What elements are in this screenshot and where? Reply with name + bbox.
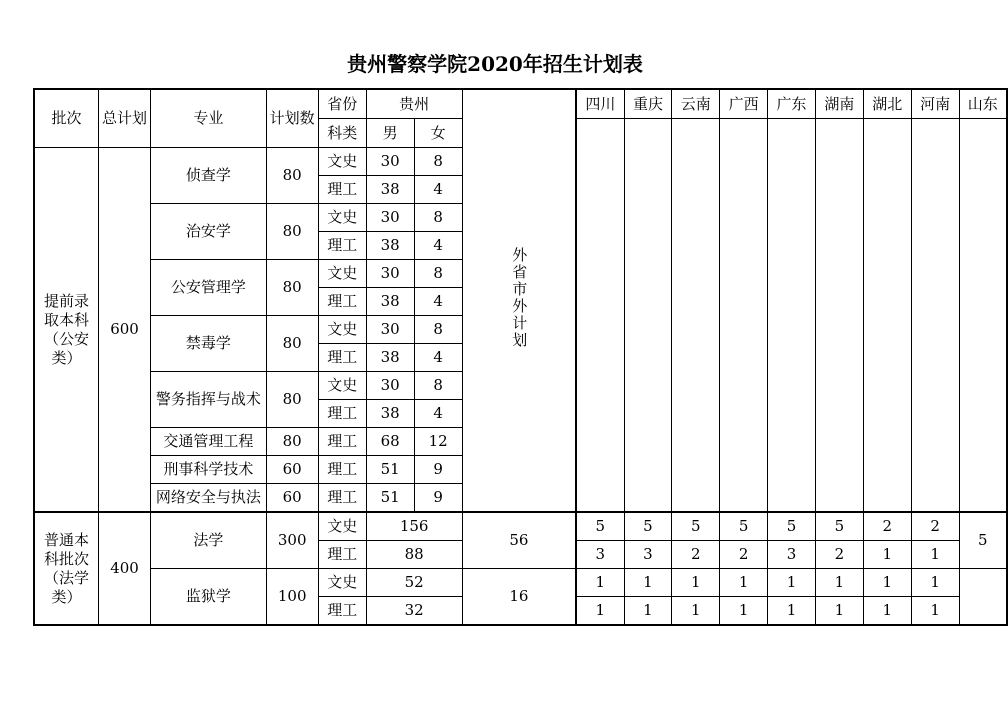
major-plan: 80	[266, 148, 318, 204]
male-count: 30	[366, 372, 414, 400]
category-cell: 理工	[318, 232, 366, 260]
province-empty-cell	[911, 119, 959, 513]
province-count: 1	[863, 569, 911, 597]
province-count: 1	[863, 597, 911, 626]
province-count: 5	[768, 512, 816, 541]
header-province-name: 广西	[720, 89, 768, 119]
province-count: 5	[672, 512, 720, 541]
province-count: 3	[576, 541, 624, 569]
enrollment-plan-table	[33, 88, 1008, 626]
province-empty-cell	[576, 119, 624, 513]
major-plan: 60	[266, 484, 318, 513]
male-count: 38	[366, 176, 414, 204]
province-count: 5	[624, 512, 672, 541]
category-cell: 文史	[318, 260, 366, 288]
header-batch: 批次	[34, 89, 98, 148]
guizhou-count: 88	[366, 541, 462, 569]
major-name: 监狱学	[151, 569, 266, 626]
guizhou-count: 156	[366, 512, 462, 541]
category-cell: 理工	[318, 456, 366, 484]
province-count: 1	[911, 597, 959, 626]
major-plan: 80	[266, 428, 318, 456]
female-count: 4	[414, 232, 462, 260]
province-count: 5	[815, 512, 863, 541]
female-count: 9	[414, 456, 462, 484]
category-cell: 理工	[318, 597, 366, 626]
major-plan: 100	[266, 569, 318, 626]
major-plan: 60	[266, 456, 318, 484]
batch2-name	[34, 512, 98, 625]
header-province-name: 河南	[911, 89, 959, 119]
header-male: 男	[366, 119, 414, 148]
header-guizhou: 贵州	[366, 89, 462, 119]
province-count: 1	[863, 541, 911, 569]
header-province-name: 山东	[959, 89, 1007, 119]
shandong-count	[959, 569, 1007, 626]
header-province: 省份	[318, 89, 366, 119]
male-count: 38	[366, 288, 414, 316]
male-count: 30	[366, 148, 414, 176]
major-plan: 80	[266, 316, 318, 372]
province-empty-cell	[672, 119, 720, 513]
province-count: 1	[768, 569, 816, 597]
province-count: 2	[911, 512, 959, 541]
female-count: 8	[414, 316, 462, 344]
header-plan: 计划数	[266, 89, 318, 148]
male-count: 68	[366, 428, 414, 456]
major-name: 法学	[151, 512, 266, 569]
province-count: 1	[624, 597, 672, 626]
female-count: 8	[414, 372, 462, 400]
category-cell: 理工	[318, 176, 366, 204]
province-count: 2	[815, 541, 863, 569]
male-count: 30	[366, 204, 414, 232]
table-row	[34, 512, 1007, 541]
major-plan: 300	[266, 512, 318, 569]
male-count: 51	[366, 456, 414, 484]
province-count: 1	[911, 569, 959, 597]
province-count: 1	[815, 597, 863, 626]
province-count: 2	[672, 541, 720, 569]
female-count: 4	[414, 400, 462, 428]
guizhou-count: 32	[366, 597, 462, 626]
major-name: 治安学	[151, 204, 266, 260]
province-empty-cell	[863, 119, 911, 513]
province-count: 1	[624, 569, 672, 597]
category-cell: 文史	[318, 204, 366, 232]
category-cell: 理工	[318, 344, 366, 372]
province-count: 1	[815, 569, 863, 597]
outside-plan-label	[462, 89, 576, 512]
category-cell: 理工	[318, 541, 366, 569]
major-name: 禁毒学	[151, 316, 266, 372]
header-province-name: 湖南	[815, 89, 863, 119]
major-name: 刑事科学技术	[151, 456, 266, 484]
category-cell: 文史	[318, 512, 366, 541]
batch2-total: 400	[98, 512, 150, 625]
outside-plan-count: 16	[462, 569, 576, 626]
category-cell: 理工	[318, 428, 366, 456]
male-count: 51	[366, 484, 414, 513]
category-cell: 文史	[318, 148, 366, 176]
male-count: 38	[366, 232, 414, 260]
header-province-name: 重庆	[624, 89, 672, 119]
male-count: 38	[366, 400, 414, 428]
page-title: 贵州警察学院2020年招生计划表	[347, 52, 643, 76]
province-count: 2	[863, 512, 911, 541]
province-empty-cell	[624, 119, 672, 513]
major-name: 警务指挥与战术	[151, 372, 266, 428]
province-count: 1	[768, 597, 816, 626]
female-count: 9	[414, 484, 462, 513]
batch1-total: 600	[98, 148, 150, 513]
female-count: 8	[414, 148, 462, 176]
province-count: 3	[768, 541, 816, 569]
batch1-name	[34, 148, 98, 513]
province-count: 1	[911, 541, 959, 569]
province-count: 5	[720, 512, 768, 541]
province-empty-cell	[815, 119, 863, 513]
category-cell: 文史	[318, 316, 366, 344]
major-plan: 80	[266, 260, 318, 316]
batch2-name-text: 普通本科批次（法学类）	[43, 530, 89, 606]
major-plan: 80	[266, 372, 318, 428]
province-count: 1	[576, 597, 624, 626]
outside-plan-count: 56	[462, 512, 576, 569]
category-cell: 文史	[318, 569, 366, 597]
major-name: 侦查学	[151, 148, 266, 204]
province-count: 1	[720, 569, 768, 597]
header-category: 科类	[318, 119, 366, 148]
category-cell: 文史	[318, 372, 366, 400]
category-cell: 理工	[318, 400, 366, 428]
female-count: 4	[414, 344, 462, 372]
batch1-name-text: 提前录取本科（公安类）	[43, 291, 89, 367]
province-count: 1	[576, 569, 624, 597]
header-province-name: 湖北	[863, 89, 911, 119]
female-count: 4	[414, 176, 462, 204]
female-count: 4	[414, 288, 462, 316]
header-total: 总计划	[98, 89, 150, 148]
major-name: 网络安全与执法	[151, 484, 266, 513]
header-female: 女	[414, 119, 462, 148]
category-cell: 理工	[318, 288, 366, 316]
outside-plan-text: 外省市外计划	[510, 247, 529, 350]
province-count: 3	[624, 541, 672, 569]
province-count: 2	[720, 541, 768, 569]
female-count: 12	[414, 428, 462, 456]
male-count: 38	[366, 344, 414, 372]
table-row	[34, 89, 1007, 119]
major-plan: 80	[266, 204, 318, 260]
shandong-count: 5	[959, 512, 1007, 569]
header-province-name: 广东	[768, 89, 816, 119]
province-count: 5	[576, 512, 624, 541]
female-count: 8	[414, 204, 462, 232]
province-count: 1	[672, 597, 720, 626]
major-name: 交通管理工程	[151, 428, 266, 456]
male-count: 30	[366, 260, 414, 288]
category-cell: 理工	[318, 484, 366, 513]
province-empty-cell	[768, 119, 816, 513]
guizhou-count: 52	[366, 569, 462, 597]
male-count: 30	[366, 316, 414, 344]
province-empty-cell	[959, 119, 1007, 513]
table-row	[34, 569, 1007, 597]
header-major: 专业	[151, 89, 266, 148]
female-count: 8	[414, 260, 462, 288]
province-count: 1	[672, 569, 720, 597]
header-province-name: 云南	[672, 89, 720, 119]
major-name: 公安管理学	[151, 260, 266, 316]
header-province-name: 四川	[576, 89, 624, 119]
province-empty-cell	[720, 119, 768, 513]
province-count: 1	[720, 597, 768, 626]
